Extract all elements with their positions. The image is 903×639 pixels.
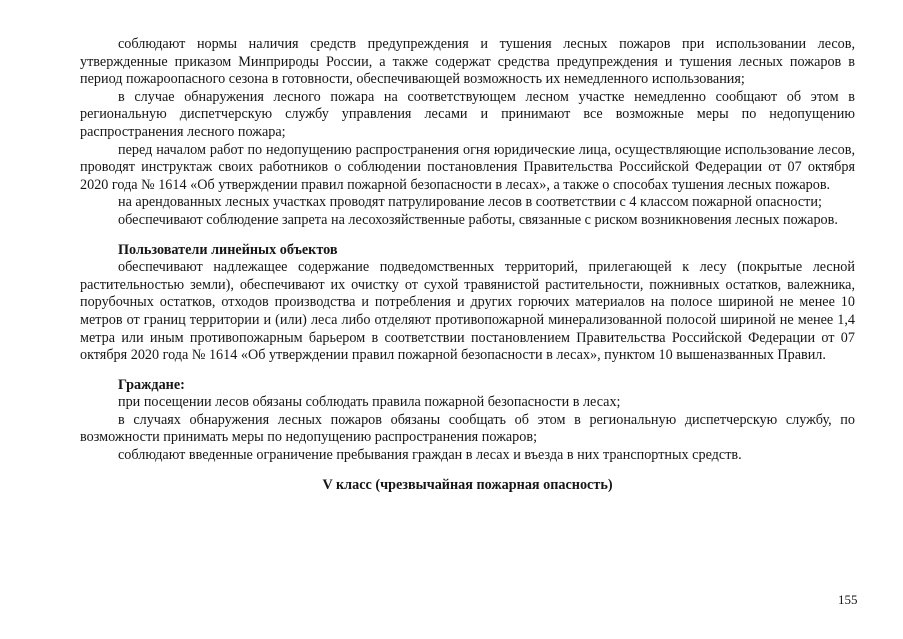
heading-citizens: Граждане: xyxy=(118,376,185,393)
paragraph-instruction: перед началом работ по недопущению распространения огня юридические лица, осуществляющие использование лесов, проводят инструктаж своих работников о соблюдении постановления Правительства Российской Федерации от 07 октября 2020 года № 1614 «Об утверждении правил пожарной безопасности в лесах», а также о способах тушения лесных пожаров. xyxy=(80,141,855,193)
heading-linear-objects: Пользователи линейных объектов xyxy=(118,241,338,258)
page-number: 155 xyxy=(838,592,858,607)
document-page xyxy=(80,36,855,494)
paragraph-patrolling: на арендованных лесных участках проводят патрулирование лесов в соответствии с 4 классом пожарной опасности; xyxy=(118,194,822,211)
paragraph-citizens-restrictions: соблюдают введенные ограничение пребывания граждан в лесах и въезда в них транспортных средств. xyxy=(118,447,742,464)
paragraph-fire-equipment: соблюдают нормы наличия средств предупреждения и тушения лесных пожаров при использовании лесов, утвержденные приказом Минприроды России, а также содержат средства предупреждения и тушения лесных пожаров в период пожароопасного сезона в готовности, обеспечивающей возможность их немедленного использования; xyxy=(80,36,855,88)
paragraph-fire-detection: в случае обнаружения лесного пожара на соответствующем лесном участке немедленно сообщают об этом в региональную диспетчерскую службу управления лесами и принимают все возможные меры по недопущению распространения лесного пожара; xyxy=(80,88,855,140)
paragraph-citizens-report: в случаях обнаружения лесных пожаров обязаны сообщать об этом в региональную диспетчерскую службу, по возможности принимать меры по недопущению распространения пожаров; xyxy=(80,411,855,446)
paragraph-linear-objects: обеспечивают надлежащее содержание подведомственных территорий, прилегающей к лесу (покрытые лесной растительностью земли), обеспечивают их очистку от сухой травянистой растительности, пожнивных остатков, валежника, порубочных остатков, отходов производства и потребления и других горючих материалов на полосе шириной не менее 10 метров от границ территории и (или) леса либо отделяют противопожарной минерализованной полосой шириной не менее 1,4 метра или иным противопожарным барьером в соответствии постановлением Правительства Российской Федерации от 07 октября 2020 года № 1614 «Об утверждении правил пожарной безопасности в лесах», пунктом 10 вышеназванных Правил. xyxy=(80,259,855,364)
paragraph-work-ban: обеспечивают соблюдение запрета на лесохозяйственные работы, связанные с риском возникновения лесных пожаров. xyxy=(118,211,838,228)
paragraph-citizens-rules: при посещении лесов обязаны соблюдать правила пожарной безопасности в лесах; xyxy=(118,394,621,411)
heading-fire-class-v: V класс (чрезвычайная пожарная опасность) xyxy=(322,476,613,493)
